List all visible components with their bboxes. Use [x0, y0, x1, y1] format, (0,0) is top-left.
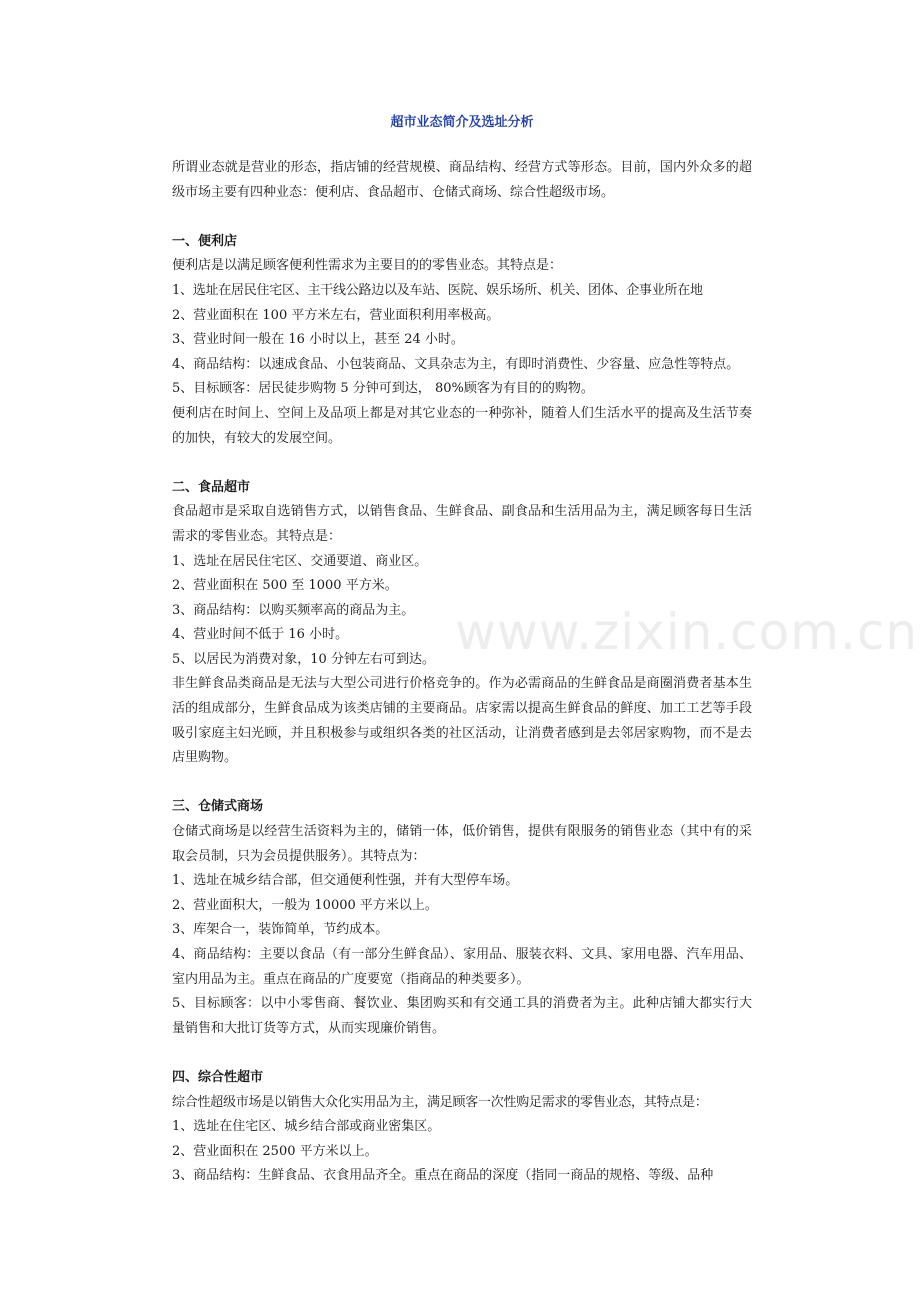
paragraph: 仓储式商场是以经营生活资料为主的，储销一体，低价销售，提供有限服务的销售业态（其中有的采取会员制，只为会员提供服务）。其特点为：: [172, 824, 752, 864]
list-item: 4、商品结构：以速成食品、小包装商品、文具杂志为主，有即时消费性、少容量、应急性等特点。: [172, 356, 740, 372]
paragraph: 便利店在时间上、空间上及品项上都是对其它业态的一种弥补，随着人们生活水平的提高及生活节奏的加快，有较大的发展空间。: [172, 405, 752, 446]
section-gap: [172, 205, 752, 230]
section-gap: [172, 771, 752, 796]
list-item: 1、选址在城乡结合部，但交通便利性强，并有大型停车场。: [172, 873, 519, 889]
document-title: 超市业态简介及选址分析: [390, 115, 534, 130]
list-item: 1、选址在居民住宅区、主干线公路边以及车站、医院、娱乐场所、机关、团体、企事业所在地: [172, 282, 703, 298]
intro-paragraph: 所谓业态就是营业的形态，指店铺的经营规模、商品结构、经营方式等形态。目前，国内外众多的超级市场主要有四种业态：便利店、食品超市、仓储式商场、综合性超级市场。: [172, 160, 752, 200]
list-item: 4、营业时间不低于 16 小时。: [172, 627, 349, 643]
section-heading-warehouse-store: 三、仓储式商场: [172, 799, 264, 815]
list-item: 5、以居民为消费对象，10 分钟左右可到达。: [172, 651, 435, 667]
paragraph: 食品超市是采取自选销售方式，以销售食品、生鲜食品、副食品和生活用品为主，满足顾客每日生活需求的零售业态。其特点是：: [172, 504, 752, 544]
document-page: [172, 112, 752, 1189]
list-item: 2、营业面积在 500 至 1000 平方米。: [172, 578, 398, 594]
section-heading-hypermarket: 四、综合性超市: [172, 1069, 264, 1085]
list-item: 2、营业面积大，一般为 10000 平方米以上。: [172, 897, 438, 913]
list-item: 2、营业面积在 100 平方米左右，营业面积利用率极高。: [172, 307, 500, 323]
list-item: 3、营业时间一般在 16 小时以上，甚至 24 小时。: [172, 332, 464, 348]
section-gap: [172, 1041, 752, 1066]
paragraph: 综合性超级市场是以销售大众化实用品为主，满足顾客一次性购足需求的零售业态，其特点是：: [172, 1094, 708, 1110]
list-item: 5、目标顾客：居民徒步购物 5 分钟可到达， 80%顾客为有目的的购物。: [172, 381, 594, 397]
list-item: 3、库架合一，装饰简单，节约成本。: [172, 922, 389, 938]
list-item: 3、商品结构：生鲜食品、衣食用品齐全。重点在商品的深度（指同一商品的规格、等级、品种: [172, 1168, 714, 1184]
list-item: 1、选址在居民住宅区、交通要道、商业区。: [172, 553, 428, 569]
list-item: 5、目标顾客：以中小零售商、餐饮业、集团购买和有交通工具的消费者为主。此种店铺大都实行大量销售和大批订货等方式，从而实现廉价销售。: [172, 996, 752, 1036]
section-heading-convenience-store: 一、便利店: [172, 233, 238, 249]
paragraph: 便利店是以满足顾客便利性需求为主要目的的零售业态。其特点是：: [172, 258, 563, 274]
watermark: www.zixin.com.cn: [455, 603, 919, 661]
section-heading-food-supermarket: 二、食品超市: [172, 479, 251, 495]
paragraph: 非生鲜食品类商品是无法与大型公司进行价格竞争的。作为必需商品的生鲜食品是商圈消费者基本生活的组成部分，生鲜食品成为该类店铺的主要商品。店家需以提高生鲜食品的鲜度、加工工艺等手段吸引家庭主妇光顾，并且积极参与或组织各类的社区活动，让消费者感到是去邻居家购物，而不是去店里购物。: [172, 676, 752, 766]
list-item: 3、商品结构：以购买频率高的商品为主。: [172, 602, 415, 618]
section-gap: [172, 451, 752, 476]
list-item: 4、商品结构：主要以食品（有一部分生鲜食品）、家用品、服装衣料、文具、家用电器、汽车用品、室内用品为主。重点在商品的广度要宽（指商品的种类要多）。: [172, 947, 752, 987]
list-item: 1、选址在住宅区、城乡结合部或商业密集区。: [172, 1119, 441, 1135]
list-item: 2、营业面积在 2500 平方米以上。: [172, 1143, 378, 1159]
